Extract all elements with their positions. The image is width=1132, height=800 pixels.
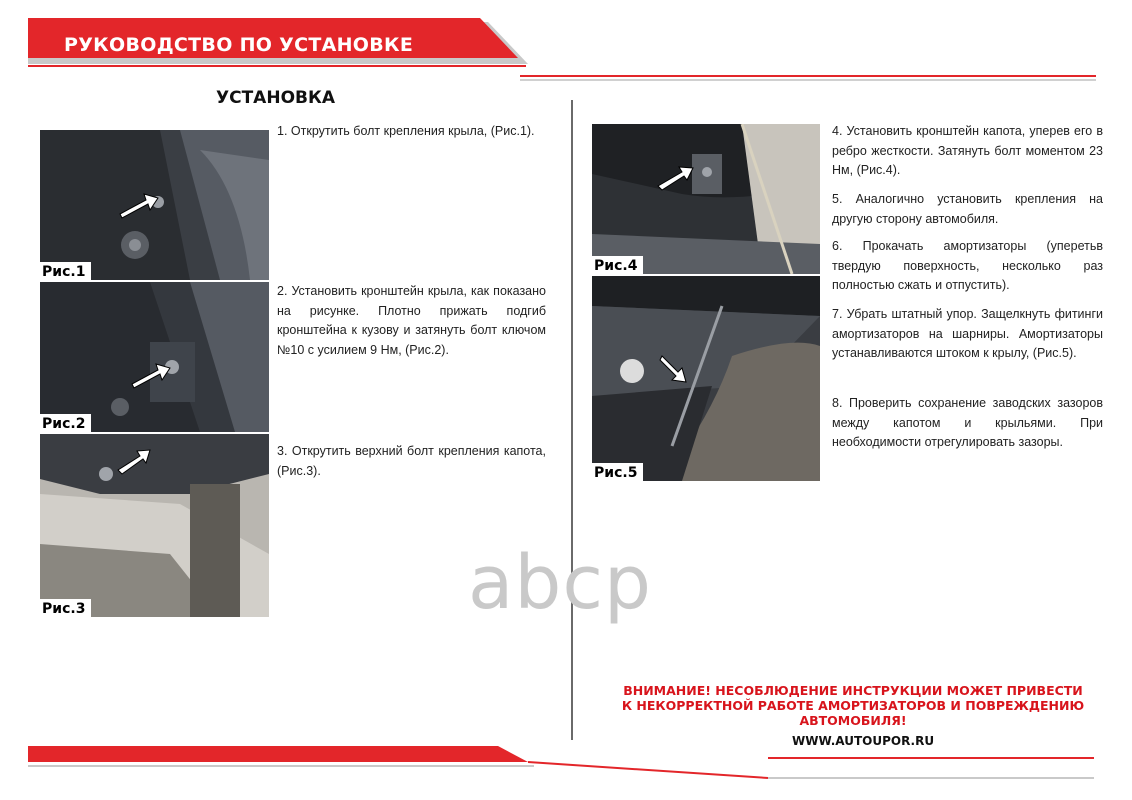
- photo-fig3: [40, 434, 269, 617]
- step-3: 3. Открутить верхний болт крепления капота, (Рис.3).: [277, 444, 546, 478]
- photo-label: Рис.4: [592, 256, 643, 274]
- step-5: 5. Аналогично установить крепления на другую сторону автомобиля.: [832, 192, 1103, 226]
- photo-fig2: [40, 282, 269, 432]
- column-divider: [571, 100, 573, 740]
- step-1: 1. Открутить болт крепления крыла, (Рис.1).: [277, 124, 535, 138]
- photo-fig5: [592, 276, 820, 481]
- step-4: 4. Установить кронштейн капота, уперев его в ребро жесткости. Затянуть болт моментом 23 Нм, (Рис.4).: [832, 124, 1103, 177]
- step-2: 2. Установить кронштейн крыла, как показано на рисунке. Плотно прижать подгиб кронштейна к кузову и затянуть болт ключом №10 с усилием 9 Нм, (Рис.2).: [277, 284, 546, 357]
- photo-fig4: [592, 124, 820, 274]
- header-rule: [520, 60, 1100, 82]
- warning-text: ВНИМАНИЕ! НЕСОБЛЮДЕНИЕ ИНСТРУКЦИИ МОЖЕТ ПРИВЕСТИ К НЕКОРРЕКТНОЙ РАБОТЕ АМОРТИЗАТОРОВ И ПОВРЕЖДЕНИЮ АВТОМОБИЛЯ!: [621, 683, 1085, 728]
- website-url: WWW.AUTOUPOR.RU: [792, 734, 935, 748]
- section-title: УСТАНОВКА: [216, 88, 336, 108]
- watermark: abcp: [468, 540, 652, 626]
- header-title: РУКОВОДСТВО ПО УСТАНОВКЕ: [64, 34, 414, 56]
- photo-label: Рис.3: [40, 599, 91, 617]
- photo-label: Рис.5: [592, 463, 643, 481]
- photo-label: Рис.2: [40, 414, 91, 432]
- footer-rule: [28, 732, 1098, 780]
- step-6: 6. Прокачать амортизаторы (уперетьв твердую поверхность, несколько раз полностью сжать и отпустить).: [832, 239, 1103, 292]
- step-8: 8. Проверить сохранение заводских зазоров между капотом и крыльями. При необходимости отрегулировать зазоры.: [832, 396, 1103, 449]
- photo-fig1: [40, 130, 269, 280]
- step-7: 7. Убрать штатный упор. Защелкнуть фитинги амортизаторов на шарниры. Амортизаторы устанавливаются штоком к крылу, (Рис.5).: [832, 307, 1103, 360]
- photo-label: Рис.1: [40, 262, 91, 280]
